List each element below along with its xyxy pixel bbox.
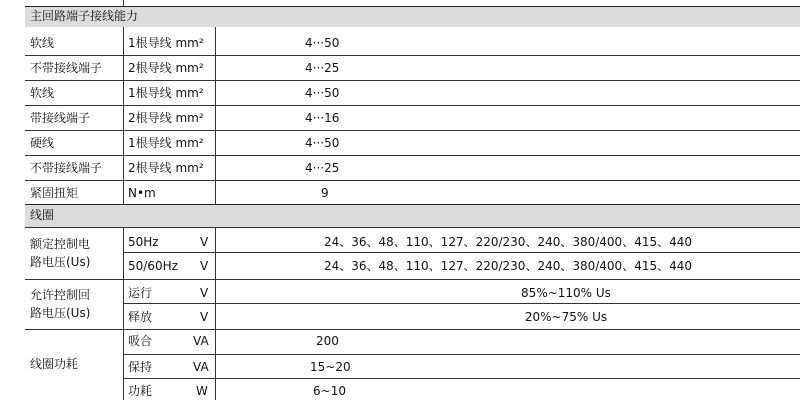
power-unit: W (196, 384, 208, 398)
row-divider (25, 329, 800, 330)
wire-spec: 2根导线 mm² (128, 111, 204, 125)
operating-mode: 释放 (128, 310, 153, 324)
rated-voltage-values: 24、36、48、110、127、220/230、240、380/400、415、440 (323, 259, 693, 273)
row-divider (25, 80, 800, 81)
conductor-type: 硬线 (30, 136, 55, 150)
power-mode: 保持 (128, 360, 153, 374)
section-title-terminal: 主回路端子接线能力 (30, 9, 139, 23)
torque-value: 9 (321, 186, 329, 200)
section-title-coil: 线圈 (30, 208, 55, 222)
section-header-terminal (25, 6, 800, 27)
terminal-capacity-value: 4···16 (305, 111, 340, 125)
voltage-unit: V (200, 310, 209, 324)
column-divider (123, 227, 124, 400)
terminal-capacity-value: 4···25 (305, 161, 340, 175)
row-divider (25, 130, 800, 131)
power-mode: 吸合 (128, 334, 153, 348)
rated-voltage-label-line2: 路电压(Us) (30, 255, 91, 269)
wire-spec: 2根导线 mm² (128, 61, 204, 75)
frequency: 50/60Hz (128, 259, 178, 273)
operating-mode: 运行 (128, 286, 153, 300)
voltage-unit: V (200, 286, 209, 300)
power-unit: VA (193, 360, 209, 374)
coil-power-label: 线圈功耗 (30, 357, 79, 371)
conductor-type: 不带接线端子 (30, 61, 103, 75)
allowed-voltage-label-line2: 路电压(Us) (30, 306, 91, 320)
wire-spec: 1根导线 mm² (128, 86, 204, 100)
terminal-capacity-value: 4···50 (305, 86, 340, 100)
power-value: 15~20 (310, 360, 351, 374)
row-divider (25, 279, 800, 280)
column-divider (215, 227, 216, 400)
terminal-capacity-value: 4···50 (305, 36, 340, 50)
voltage-unit: V (200, 259, 209, 273)
frequency: 50Hz (128, 235, 159, 249)
voltage-unit: V (200, 235, 209, 249)
header-divider-tick (123, 0, 124, 6)
conductor-type: 软线 (30, 86, 55, 100)
power-unit: VA (193, 334, 209, 348)
row-divider (123, 252, 800, 253)
rated-voltage-values: 24、36、48、110、127、220/230、240、380/400、415、440 (323, 235, 693, 249)
terminal-capacity-value: 4···25 (305, 61, 340, 75)
allowed-voltage-label-line1: 允许控制回 (30, 288, 91, 302)
power-mode: 功耗 (128, 384, 153, 398)
row-divider (123, 354, 800, 355)
conductor-type: 带接线端子 (30, 111, 91, 125)
row-divider (25, 155, 800, 156)
terminal-capacity-value: 4···50 (305, 136, 340, 150)
row-divider (25, 227, 800, 228)
column-divider (215, 27, 216, 204)
row-divider (123, 378, 800, 379)
rated-voltage-label-line1: 额定控制电 (30, 237, 91, 251)
allowed-voltage-value: 20%~75% Us (524, 310, 608, 324)
row-divider (25, 105, 800, 106)
section-header-coil (25, 204, 800, 227)
row-divider (123, 303, 800, 304)
conductor-type: 软线 (30, 36, 55, 50)
conductor-type: 不带接线端子 (30, 161, 103, 175)
torque-label: 紧固扭矩 (30, 186, 79, 200)
column-divider (123, 27, 124, 204)
wire-spec: 1根导线 mm² (128, 36, 204, 50)
wire-spec: 1根导线 mm² (128, 136, 204, 150)
power-value: 200 (316, 334, 339, 348)
row-divider (25, 55, 800, 56)
wire-spec: 2根导线 mm² (128, 161, 204, 175)
torque-unit: N•m (128, 186, 156, 200)
power-value: 6~10 (313, 384, 346, 398)
row-divider (25, 180, 800, 181)
allowed-voltage-value: 85%~110% Us (521, 286, 611, 300)
